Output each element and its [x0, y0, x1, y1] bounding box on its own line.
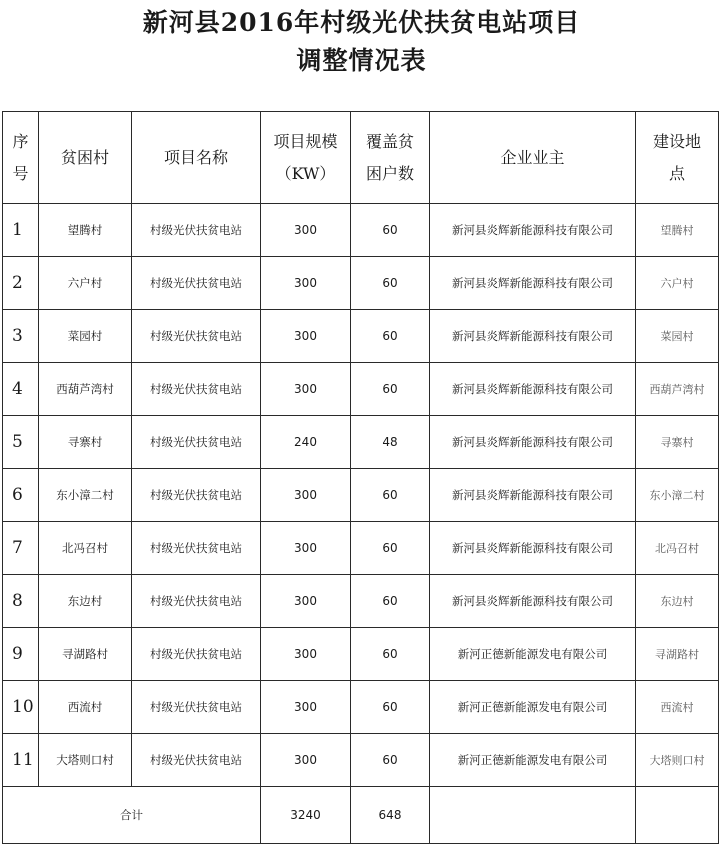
project-scale: 300 [261, 204, 351, 257]
construction-site: 大塔则口村 [636, 734, 719, 787]
construction-site: 寻寨村 [636, 416, 719, 469]
village-name: 寻湖路村 [39, 628, 132, 681]
enterprise-owner: 新河正德新能源发电有限公司 [430, 628, 636, 681]
header-site: 建设地 点 [636, 112, 719, 204]
project-scale: 240 [261, 416, 351, 469]
row-number: 10 [3, 681, 39, 734]
project-name: 村级光伏扶贫电站 [132, 522, 261, 575]
row-number: 7 [3, 522, 39, 575]
village-name: 大塔则口村 [39, 734, 132, 787]
table-row [3, 204, 719, 257]
table-row [3, 416, 719, 469]
table-row [3, 363, 719, 416]
village-name: 西流村 [39, 681, 132, 734]
project-scale: 300 [261, 734, 351, 787]
enterprise-owner: 新河县炎辉新能源科技有限公司 [430, 257, 636, 310]
table-row [3, 734, 719, 787]
row-number: 2 [3, 257, 39, 310]
project-name: 村级光伏扶贫电站 [132, 204, 261, 257]
household-count: 60 [351, 522, 430, 575]
total-scale: 3240 [261, 787, 351, 844]
project-name: 村级光伏扶贫电站 [132, 257, 261, 310]
construction-site: 东小漳二村 [636, 469, 719, 522]
row-number: 6 [3, 469, 39, 522]
project-name: 村级光伏扶贫电站 [132, 469, 261, 522]
total-owner-empty [430, 787, 636, 844]
project-table [2, 111, 719, 844]
construction-site: 六户村 [636, 257, 719, 310]
project-scale: 300 [261, 628, 351, 681]
row-number: 9 [3, 628, 39, 681]
project-scale: 300 [261, 310, 351, 363]
village-name: 东小漳二村 [39, 469, 132, 522]
village-name: 望腾村 [39, 204, 132, 257]
village-name: 寻寨村 [39, 416, 132, 469]
enterprise-owner: 新河县炎辉新能源科技有限公司 [430, 310, 636, 363]
project-scale: 300 [261, 575, 351, 628]
header-project: 项目名称 [132, 112, 261, 204]
project-name: 村级光伏扶贫电站 [132, 363, 261, 416]
construction-site: 东边村 [636, 575, 719, 628]
document-subtitle: 调整情况表 [296, 46, 427, 75]
household-count: 60 [351, 628, 430, 681]
header-village: 贫困村 [39, 112, 132, 204]
household-count: 60 [351, 257, 430, 310]
table-row [3, 522, 719, 575]
construction-site: 北冯召村 [636, 522, 719, 575]
project-name: 村级光伏扶贫电站 [132, 734, 261, 787]
header-row [3, 112, 719, 204]
row-number: 3 [3, 310, 39, 363]
total-households: 648 [351, 787, 430, 844]
table-row [3, 310, 719, 363]
village-name: 六户村 [39, 257, 132, 310]
village-name: 菜园村 [39, 310, 132, 363]
household-count: 60 [351, 469, 430, 522]
row-number: 11 [3, 734, 39, 787]
household-count: 60 [351, 204, 430, 257]
household-count: 60 [351, 681, 430, 734]
enterprise-owner: 新河县炎辉新能源科技有限公司 [430, 416, 636, 469]
project-name: 村级光伏扶贫电站 [132, 416, 261, 469]
row-number: 1 [3, 204, 39, 257]
project-name: 村级光伏扶贫电站 [132, 681, 261, 734]
row-number: 5 [3, 416, 39, 469]
header-households: 覆盖贫 困户数 [351, 112, 430, 204]
enterprise-owner: 新河正德新能源发电有限公司 [430, 734, 636, 787]
construction-site: 西葫芦湾村 [636, 363, 719, 416]
household-count: 60 [351, 363, 430, 416]
project-name: 村级光伏扶贫电站 [132, 575, 261, 628]
project-name: 村级光伏扶贫电站 [132, 628, 261, 681]
construction-site: 寻湖路村 [636, 628, 719, 681]
enterprise-owner: 新河县炎辉新能源科技有限公司 [430, 363, 636, 416]
project-scale: 300 [261, 522, 351, 575]
document-title: 新河县2016年村级光伏扶贫电站项目 [142, 8, 581, 37]
household-count: 60 [351, 310, 430, 363]
table-row [3, 575, 719, 628]
table-row [3, 681, 719, 734]
household-count: 48 [351, 416, 430, 469]
village-name: 东边村 [39, 575, 132, 628]
enterprise-owner: 新河正德新能源发电有限公司 [430, 681, 636, 734]
village-name: 北冯召村 [39, 522, 132, 575]
header-owner: 企业业主 [430, 112, 636, 204]
construction-site: 西流村 [636, 681, 719, 734]
enterprise-owner: 新河县炎辉新能源科技有限公司 [430, 575, 636, 628]
table-row [3, 257, 719, 310]
enterprise-owner: 新河县炎辉新能源科技有限公司 [430, 469, 636, 522]
header-scale: 项目规模 （KW） [261, 112, 351, 204]
project-scale: 300 [261, 681, 351, 734]
enterprise-owner: 新河县炎辉新能源科技有限公司 [430, 204, 636, 257]
header-seq: 序 号 [3, 112, 39, 204]
household-count: 60 [351, 734, 430, 787]
village-name: 西葫芦湾村 [39, 363, 132, 416]
table-row [3, 469, 719, 522]
row-number: 8 [3, 575, 39, 628]
construction-site: 菜园村 [636, 310, 719, 363]
household-count: 60 [351, 575, 430, 628]
table-row [3, 628, 719, 681]
row-number: 4 [3, 363, 39, 416]
total-label: 合计 [3, 787, 261, 844]
project-scale: 300 [261, 363, 351, 416]
project-scale: 300 [261, 257, 351, 310]
enterprise-owner: 新河县炎辉新能源科技有限公司 [430, 522, 636, 575]
construction-site: 望腾村 [636, 204, 719, 257]
total-site-empty [636, 787, 719, 844]
project-name: 村级光伏扶贫电站 [132, 310, 261, 363]
total-row [3, 787, 719, 844]
project-scale: 300 [261, 469, 351, 522]
